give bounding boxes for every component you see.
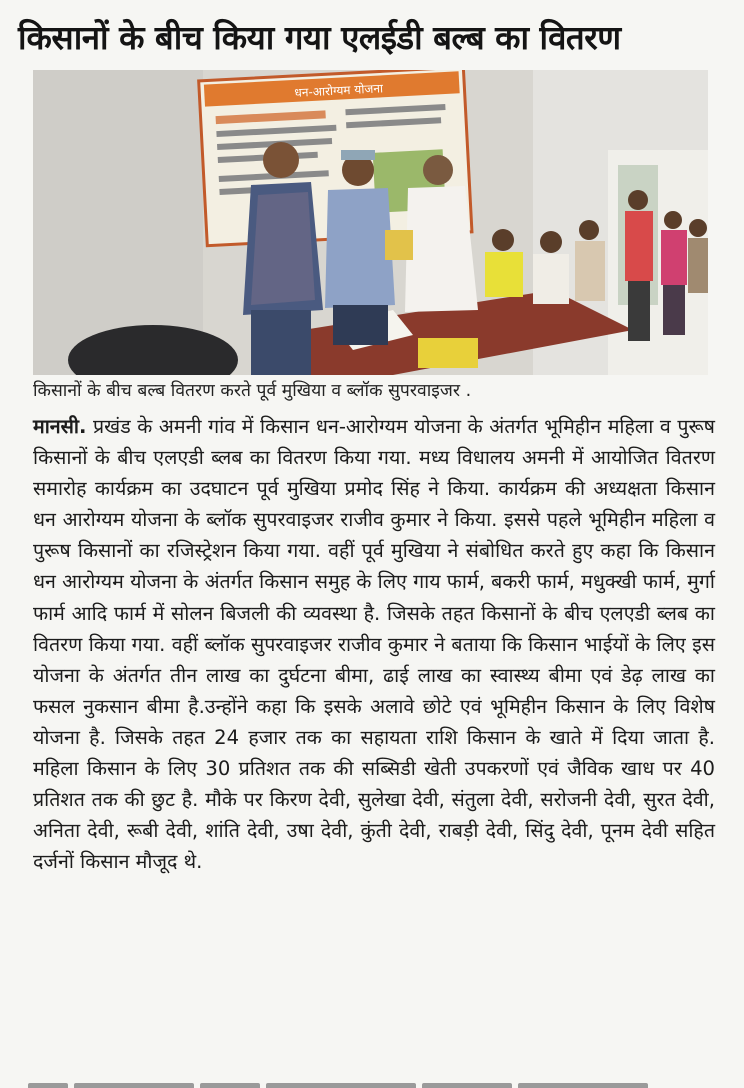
article-text: प्रखंड के अमनी गांव में किसान धन-आरोग्यम योजना के अंतर्गत भूमिहीन महिला व पुरूष किसानों के बीच एलएडी ब्लब का वितरण किया गया. मध्य विधालय अमनी में आयोजित वितरण समारोह कार्यक्रम का उदघाटन पूर्व मुखिया प्रमोद सिंह ने किया. कार्यक्रम की अध्यक्षता किसान धन आरोग्यम योजना के ब्लॉक सुपरवाइजर राजीव कुमार ने किया. इससे पहले भूमिहीन महिला व पुरूष किसानों का रजिस्ट्रेशन किया गया. वहीं पूर्व मुखिया ने संबोधित करते हुए कहा कि किसान धन आरोग्यम योजना के अंतर्गत किसान समुह के लिए गाय फार्म, बकरी फार्म, मधुक्खी फार्म, मुर्गा फार्म आदि फार्म में सोलन बिजली की व्यवस्था है. जिसके तहत किसानों के बीच एलएडी ब्लब का वितरण किया गया. वहीं ब्लॉक सुपरवाइजर राजीव कुमार ने बताया कि किसान भाईयों के लिए इस योजना के अंतर्गत तीन लाख का दुर्घटना बीमा, ढाई लाख का स्वास्थ्य बीमा एवं डेढ़ लाख का फसल नुकसान बीमा है.उन्होंने कहा कि इसके अलावे छोटे एवं भूमिहीन किसान के लिए विशेष योजना है. जिसके तहत 24 हजार तक का सहायता राशि किसान के खाते में दिया जाता है. महिला किसान के लिए 30 प्रतिशत तक की सब्सिडी खेती उपकरणों एवं जैविक खाध पर 40 प्रतिशत तक की छुट है. मौके पर किरण देवी, सुलेखा देवी, संतुला देवी, सरोजनी देवी, सुरत देवी, अनिता देवी, रूबी देवी, शांति देवी, उषा देवी, कुंती देवी, राबड़ी देवी, सिंदु देवी, पूनम देवी सहित दर्जनों किसान मौजूद थे. <box>33 415 716 874</box>
bulb-box <box>385 230 413 260</box>
banner-title: धन-आरोग्यम योजना <box>294 81 384 100</box>
headline: किसानों के बीच किया गया एलईडी बल्ब का वितरण <box>18 18 621 57</box>
news-photo <box>33 70 708 375</box>
article-body <box>33 411 715 877</box>
photo-illustration <box>33 70 708 375</box>
dateline: मानसी. <box>33 415 87 438</box>
photo-caption: किसानों के बीच बल्ब वितरण करते पूर्व मुखिया व ब्लॉक सुपरवाइजर . <box>33 381 472 401</box>
next-article-edge <box>28 1078 708 1088</box>
